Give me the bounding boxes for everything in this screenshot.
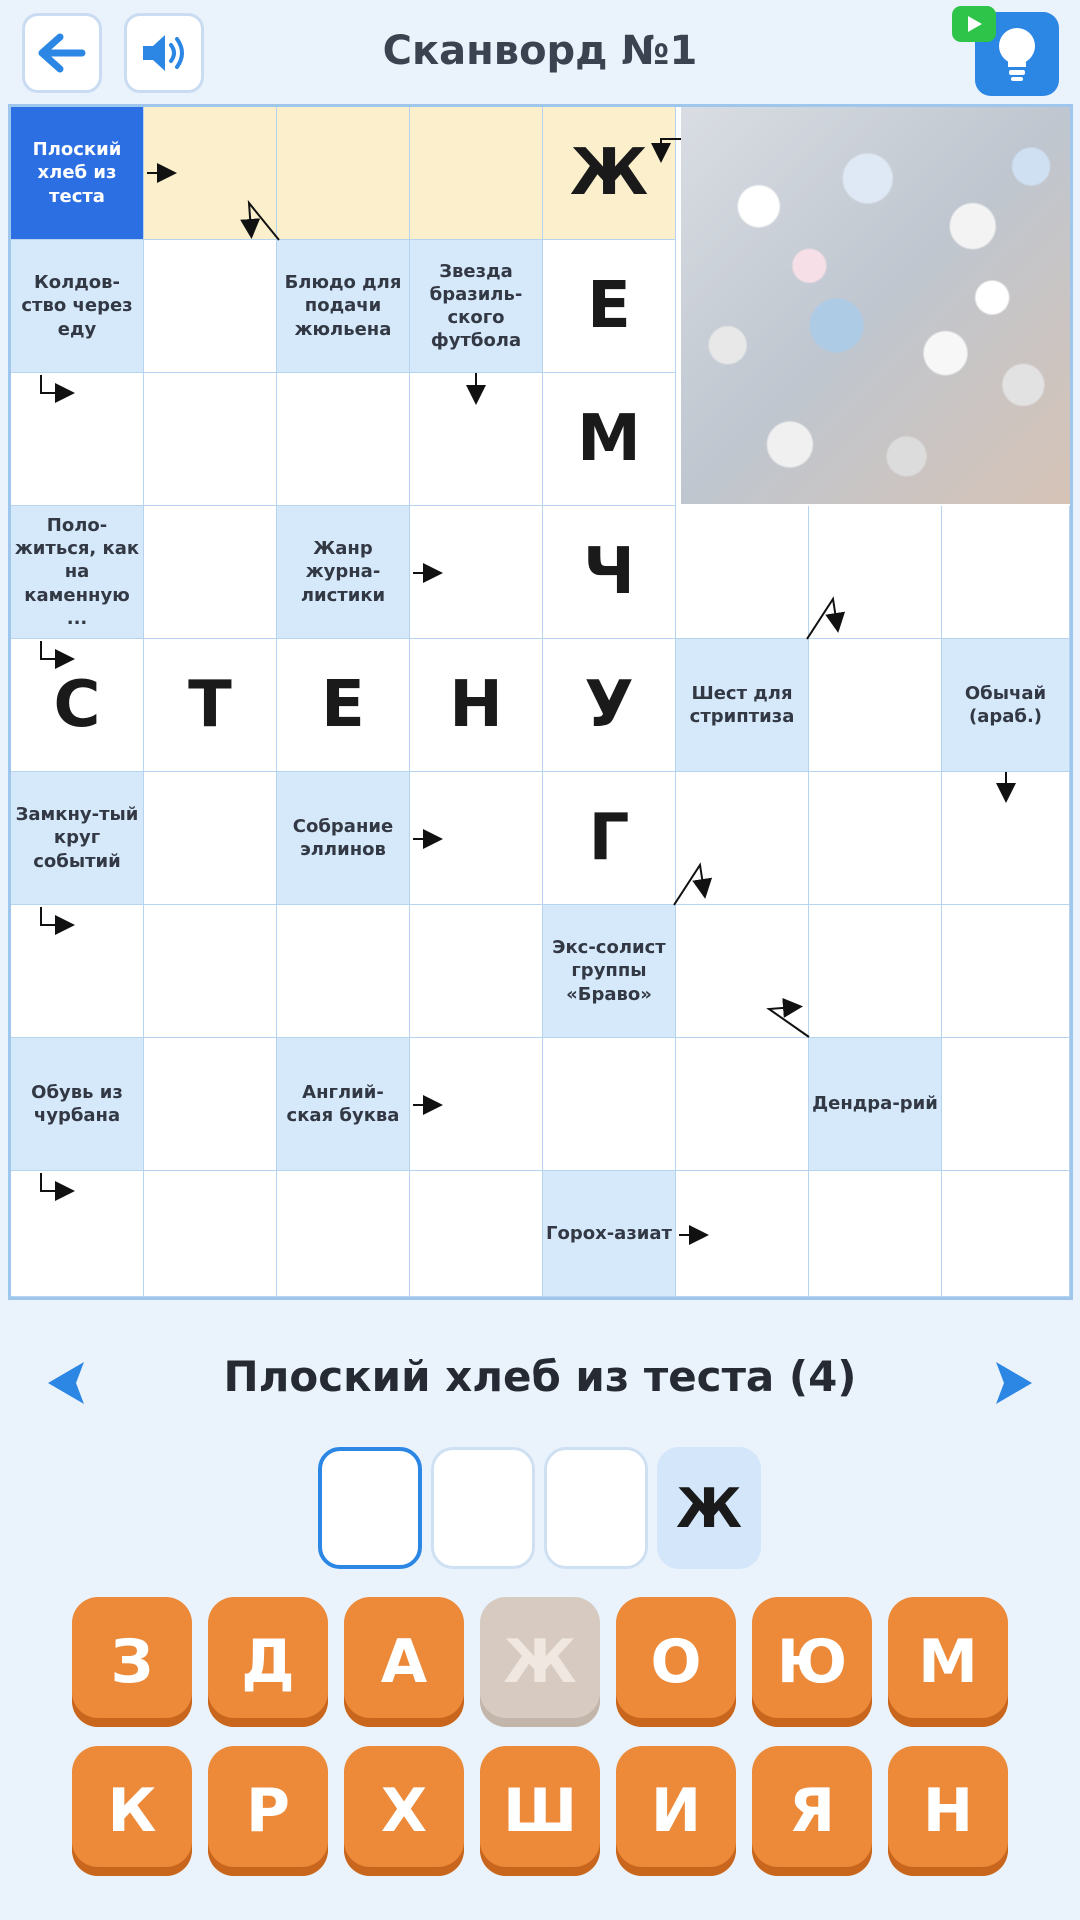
letter-cell[interactable]: Е: [543, 240, 676, 373]
answer-box[interactable]: Ж: [657, 1447, 761, 1569]
clue-cell[interactable]: Жанр журна-листики: [277, 506, 410, 639]
clue-cell[interactable]: Колдов-ство через еду: [11, 240, 144, 373]
key[interactable]: Х: [344, 1746, 464, 1876]
clue-cell[interactable]: Горох-азиат: [543, 1171, 676, 1297]
letter-cell[interactable]: Е: [277, 639, 410, 772]
arrow-bent-icon: [41, 1173, 67, 1191]
answer-box[interactable]: [544, 1447, 648, 1569]
direction-arrows: [11, 107, 1070, 1297]
clue-cell[interactable]: Обычай (араб.): [942, 639, 1070, 772]
letter-cell[interactable]: Т: [144, 639, 277, 772]
letter-cell[interactable]: М: [543, 373, 676, 506]
letter-cell[interactable]: У: [543, 639, 676, 772]
letter-cell[interactable]: С: [11, 639, 144, 772]
clue-cell[interactable]: Блюдо для подачи жюльена: [277, 240, 410, 373]
key[interactable]: И: [616, 1746, 736, 1876]
answer-box[interactable]: [431, 1447, 535, 1569]
clue-cell-flatbread[interactable]: Плоский хлеб из теста: [11, 107, 144, 240]
clue-cell[interactable]: Экс-солист группы «Браво»: [543, 905, 676, 1038]
next-clue-icon[interactable]: [988, 1358, 1038, 1408]
video-hint-badge[interactable]: [952, 6, 996, 42]
letter-cell[interactable]: Н: [410, 639, 543, 772]
arrow-bent-icon: [41, 907, 67, 925]
arrow-down-icon: [661, 139, 681, 155]
key[interactable]: М: [888, 1597, 1008, 1727]
clue-cell[interactable]: Шест для стриптиза: [676, 639, 809, 772]
arrow-bent-icon: [41, 375, 67, 393]
letter-cell[interactable]: Ч: [543, 506, 676, 639]
current-clue-text: Плоский хлеб из теста (4): [223, 1352, 857, 1401]
arrow-bent-icon: [41, 641, 67, 659]
letter-cell[interactable]: Ж: [543, 107, 676, 240]
clue-cell[interactable]: Англий-ская буква: [277, 1038, 410, 1171]
header: [0, 0, 1080, 105]
key[interactable]: Я: [752, 1746, 872, 1876]
key[interactable]: З: [72, 1597, 192, 1727]
key[interactable]: О: [616, 1597, 736, 1727]
clue-cell[interactable]: Замкну-тый круг событий: [11, 772, 144, 905]
arrow-zigzag-icon: [807, 599, 837, 639]
arrow-zigzag-icon: [769, 1007, 809, 1037]
key-used: Ж: [480, 1597, 600, 1727]
key[interactable]: Ю: [752, 1597, 872, 1727]
clue-cell[interactable]: Дендра-рий: [809, 1038, 942, 1171]
crossword-grid: [8, 104, 1073, 1300]
clue-cell[interactable]: Поло-житься, как на каменную ...: [11, 506, 144, 639]
play-icon: [963, 13, 985, 35]
key[interactable]: Н: [888, 1746, 1008, 1876]
clue-cell[interactable]: Обувь из чурбана: [11, 1038, 144, 1171]
answer-box[interactable]: [318, 1447, 422, 1569]
key[interactable]: А: [344, 1597, 464, 1727]
page-title: Сканворд №1: [382, 28, 698, 74]
current-clue-bar: [0, 1340, 1080, 1420]
key[interactable]: Ш: [480, 1746, 600, 1876]
clue-cell[interactable]: Собрание эллинов: [277, 772, 410, 905]
lightbulb-icon: [994, 25, 1040, 83]
arrow-zigzag-icon: [674, 865, 704, 905]
arrow-down-icon: [249, 203, 279, 240]
clue-cell[interactable]: Звезда бразиль-ского футбола: [410, 240, 543, 373]
key[interactable]: К: [72, 1746, 192, 1876]
key[interactable]: Д: [208, 1597, 328, 1727]
letter-cell[interactable]: Г: [543, 772, 676, 905]
key[interactable]: Р: [208, 1746, 328, 1876]
